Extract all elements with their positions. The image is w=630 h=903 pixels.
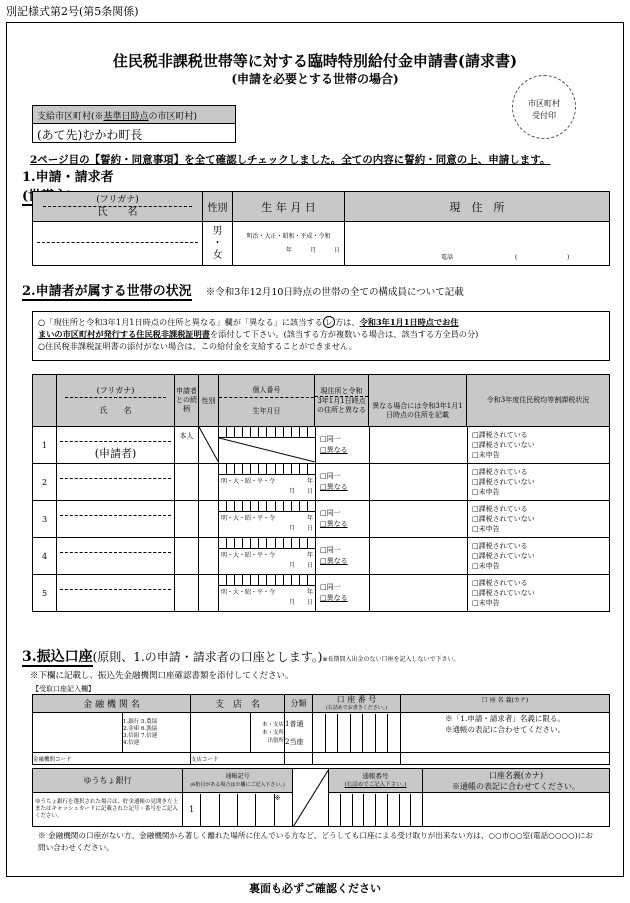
- tax-taxed[interactable]: □課税されている: [472, 542, 528, 550]
- municipality-note-link: 基準日時点: [103, 112, 149, 122]
- phone-label: 電話: [441, 254, 454, 261]
- sex-cell[interactable]: [203, 222, 233, 266]
- tax-taxed[interactable]: □課税されている: [472, 505, 528, 513]
- household-row: [33, 427, 610, 464]
- hh-id-label: 個人番号: [219, 383, 314, 398]
- type-header: 分類: [285, 695, 313, 713]
- hh-row-tax[interactable]: [468, 464, 610, 501]
- page-footer: 裏面も必ずご確認ください: [249, 882, 381, 895]
- hh-furigana-line: [60, 441, 171, 442]
- opt-same[interactable]: □同一: [320, 546, 341, 554]
- dob-cell[interactable]: [233, 222, 345, 266]
- section3-instruction: ※下欄に記載し、振込先金融機関口座確認書類を添付してください。: [30, 671, 294, 681]
- note1-c: を添付して下さい。(該当する方が複数いる場合は、該当する方全員の分): [209, 329, 479, 339]
- hh-name-label: 氏 名: [99, 406, 132, 415]
- hh-row-index: 3: [33, 501, 57, 538]
- yucho-one: 1: [183, 794, 201, 826]
- household-row: [33, 538, 610, 575]
- id-cells: [219, 501, 315, 512]
- sex-female: 女: [212, 249, 223, 261]
- hh-row-sex[interactable]: [199, 575, 219, 612]
- stamp-label-2: 受付印: [532, 111, 556, 120]
- section3-box-label: 【受取口座記入欄】: [32, 685, 95, 693]
- hh-row-relation[interactable]: 本人: [175, 427, 199, 464]
- dob-eras: 明治・大正・昭和・平成・令和: [246, 232, 331, 240]
- holder-cell[interactable]: [401, 713, 610, 753]
- hh-name-header: [57, 375, 175, 427]
- applicant-marker: (申請者): [94, 447, 137, 460]
- yucho-mark-cells: [183, 794, 292, 826]
- holder-note-1: ※「1.申請・請求者」名義に限る。: [445, 714, 565, 723]
- furigana-line: [37, 242, 198, 243]
- hh-dob: [219, 512, 315, 534]
- holder-note-2: ※通帳の表記に合わせてください。: [445, 725, 565, 734]
- municipality-label: 支給市区町村: [37, 112, 92, 122]
- bank-types: 1.銀行 5.農協 2.金庫 6.漁協 3.信組 7.信連 4.信連: [123, 713, 191, 753]
- hh-sex-header: 性別: [199, 375, 219, 427]
- bank-name-input[interactable]: [33, 713, 123, 753]
- type-current: 2当座: [285, 737, 304, 746]
- hh-month: 月: [288, 488, 295, 495]
- tax-taxed[interactable]: □課税されている: [472, 579, 528, 587]
- hh-row-id-dob[interactable]: [219, 501, 316, 538]
- hh-row-tax[interactable]: [468, 501, 610, 538]
- household-row: [33, 464, 610, 501]
- holder-header: 口 座 名 義(カナ): [401, 695, 610, 713]
- yucho-star: ※: [274, 793, 281, 802]
- tax-undeclared[interactable]: □未申告: [472, 599, 500, 607]
- hh-month: 月: [288, 599, 295, 606]
- tax-untaxed[interactable]: □課税されていない: [472, 478, 535, 486]
- hh-day: 日: [306, 525, 313, 532]
- self-slash: [199, 427, 219, 463]
- tax-untaxed[interactable]: □課税されていない: [472, 552, 535, 560]
- hh-row-addr-choice[interactable]: [316, 501, 370, 538]
- household-rows-table: [32, 426, 610, 612]
- hh-addr-diff-header: 異なる場合には令和3年1月1日時点の住所を記載: [369, 375, 467, 427]
- dob-day: 日: [333, 246, 340, 254]
- type-ordinary: 1普通: [285, 719, 304, 728]
- yucho-mark-label: 通帳記号: [225, 772, 250, 780]
- hh-row-name[interactable]: [57, 464, 175, 501]
- hh-eras: 明・大・昭・平・令: [221, 589, 276, 596]
- hh-row-relation[interactable]: [175, 464, 199, 501]
- section2-heading-row: [22, 280, 464, 299]
- opt-diff[interactable]: □異なる: [320, 520, 348, 528]
- hh-row-sex[interactable]: [199, 538, 219, 575]
- stamp-label-1: 市区町村: [528, 99, 560, 108]
- id-cells: [219, 427, 315, 438]
- hh-month: 月: [288, 525, 295, 532]
- section2-heading: 2.申請者が属する世帯の状況: [22, 284, 192, 299]
- dob-ymd: [233, 244, 344, 258]
- yucho-num-note: (右詰めでご記入下さい。): [344, 781, 407, 788]
- hh-day: 日: [306, 488, 313, 495]
- hh-furigana-line: [60, 478, 171, 479]
- note1-b: 方は、: [334, 317, 360, 327]
- bank-code[interactable]: 金融機関コード: [33, 753, 191, 765]
- branch-code[interactable]: 支店コード: [191, 753, 285, 765]
- tax-untaxed[interactable]: □課税されていない: [472, 441, 535, 449]
- applicant-name-header: [33, 192, 203, 222]
- note-2: ○住民税非課税証明書の添付がない場合は、この給付金を支給することができません。: [38, 341, 357, 351]
- hh-year: 年: [306, 552, 313, 559]
- hh-furigana-label: (フリガナ): [65, 384, 166, 398]
- sex-male: 男: [212, 225, 223, 237]
- hh-dob: [219, 549, 315, 571]
- hh-row-name[interactable]: [57, 575, 175, 612]
- note1-bold-1: 令和3年1月1日時点でお住: [359, 317, 459, 327]
- hh-id-header: [219, 375, 315, 427]
- dob-header: 生 年 月 日: [233, 192, 345, 222]
- section2-notes-box: [32, 311, 610, 361]
- hh-row-id-dob[interactable]: [219, 464, 316, 501]
- yucho-slash: [293, 769, 329, 827]
- account-label: 口 座 番 号: [336, 694, 377, 704]
- page-title: 住民税非課税世帯等に対する臨時特別給付金申請書(請求書): [112, 52, 518, 70]
- addressee[interactable]: (あて先)むかわ町長: [37, 128, 143, 142]
- hh-row-name[interactable]: [57, 501, 175, 538]
- hh-row-id-dob[interactable]: [219, 538, 316, 575]
- tax-taxed[interactable]: □課税されている: [472, 468, 528, 476]
- opt-same[interactable]: □同一: [320, 583, 341, 591]
- address-cell[interactable]: [345, 222, 610, 266]
- tax-undeclared[interactable]: □未申告: [472, 451, 500, 459]
- tax-undeclared[interactable]: □未申告: [472, 562, 500, 570]
- page-subtitle: (申請を必要とする世帯の場合): [231, 72, 399, 86]
- hh-dob: [219, 586, 315, 608]
- hh-row-index: 1: [33, 427, 57, 464]
- municipality-label-row: [33, 106, 235, 124]
- phone-close: ): [567, 254, 570, 261]
- dob-month: 月: [309, 246, 316, 254]
- yucho-slash-cell: [293, 769, 329, 827]
- household-row: [33, 501, 610, 538]
- yucho-holder-label: 口座名義(カナ): [488, 770, 544, 780]
- yucho-mark-input[interactable]: [183, 793, 293, 827]
- household-rows: [32, 426, 610, 612]
- yucho-holder-header: [423, 769, 610, 793]
- yucho-num-cells: [329, 794, 422, 826]
- hh-index-header: [33, 375, 57, 427]
- hh-row-tax[interactable]: [468, 575, 610, 612]
- section3-heading: 3.振込口座: [22, 649, 93, 665]
- address-header: 現 住 所: [345, 192, 610, 222]
- hh-row-addr-choice[interactable]: [316, 575, 370, 612]
- hh-row-index: 5: [33, 575, 57, 612]
- note1-a: ○「現住所と令和3年1月1日時点の住所と異なる」欄が「異なる」に該当する: [38, 317, 323, 327]
- id-cells: [219, 575, 315, 586]
- hh-eras: 明・大・昭・平・令: [221, 515, 276, 522]
- hh-day: 日: [306, 599, 313, 606]
- footer-note: ※ 金融機関の口座がない方、金融機関から著しく離れた場所に住んでいる方など、どうしても口座による受け取りが出来ない方は、○○市○○室(電話○○○○)にお問い合わせください。: [38, 831, 593, 852]
- tax-taxed[interactable]: □課税されている: [472, 431, 528, 439]
- furigana-label: (フリガナ): [43, 194, 192, 207]
- hh-row-name[interactable]: [57, 427, 175, 464]
- yucho-num-label: 通帳番号: [362, 771, 389, 780]
- opt-same[interactable]: □同一: [320, 472, 341, 480]
- branch-header: 支 店 名: [191, 695, 285, 713]
- hh-row-relation[interactable]: [175, 538, 199, 575]
- opt-same[interactable]: □同一: [320, 509, 341, 517]
- receipt-stamp: [512, 75, 576, 139]
- hh-addr-same: 3年1月1日時点の住所と異なる: [317, 396, 366, 414]
- hh-row-addr-choice[interactable]: [316, 538, 370, 575]
- id-cells: [219, 538, 315, 549]
- opt-diff[interactable]: □異なる: [320, 483, 348, 491]
- hh-addr-same-header: [315, 375, 369, 427]
- hh-row-prev-addr[interactable]: [370, 575, 468, 612]
- sex-header: 性別: [203, 192, 233, 222]
- section1-heading: 1.申請・請求者(世帯主): [22, 166, 132, 206]
- self-id-slash: [219, 438, 315, 462]
- hh-eras: 明・大・昭・平・令: [221, 478, 276, 485]
- opt-diff[interactable]: □異なる: [320, 446, 348, 454]
- household-table: [32, 374, 610, 427]
- yucho-mark-note: (6桁目がある場合は※欄にご記入下さい。): [190, 781, 285, 788]
- account-header: [313, 695, 401, 713]
- phone-open: (: [515, 254, 518, 261]
- hh-row-relation[interactable]: [175, 501, 199, 538]
- bank-table: [32, 694, 610, 765]
- hh-row-id-dob[interactable]: [219, 575, 316, 612]
- hh-row-tax[interactable]: [468, 538, 610, 575]
- hh-year: 年: [306, 515, 313, 522]
- hh-row-id-dob[interactable]: [219, 427, 316, 464]
- hh-dob-label: 生年月日: [252, 407, 281, 415]
- municipality-note-prefix: (※: [91, 112, 104, 122]
- hh-row-prev-addr[interactable]: [370, 538, 468, 575]
- hh-year: 年: [306, 589, 313, 596]
- opt-diff[interactable]: □異なる: [320, 557, 348, 565]
- yucho-holder-input[interactable]: [423, 793, 610, 827]
- opt-same[interactable]: □同一: [320, 435, 341, 443]
- hh-row-prev-addr[interactable]: [370, 427, 468, 464]
- hh-row-sex[interactable]: [199, 501, 219, 538]
- hh-row-tax[interactable]: [468, 427, 610, 464]
- yucho-table: [32, 768, 610, 827]
- hh-row-prev-addr[interactable]: [370, 501, 468, 538]
- hh-relation-header: 申請者との続柄: [175, 375, 199, 427]
- note-1: [38, 316, 604, 340]
- hh-addr-top: 現住所と令和: [315, 387, 368, 397]
- bank-header: 金 融 機 関 名: [33, 695, 191, 713]
- applicant-name-cell[interactable]: [33, 222, 203, 266]
- sex-dot: ・: [212, 237, 223, 249]
- hh-furigana-line: [60, 515, 171, 516]
- note1-bold-2: まいの市区町村が発行する住民税非課税証明書: [38, 329, 210, 339]
- hh-row-relation[interactable]: [175, 575, 199, 612]
- form-number: 別記様式第2号(第5条関係): [6, 5, 139, 18]
- hh-year: 年: [306, 478, 313, 485]
- dob-year: 年: [285, 246, 292, 254]
- section2-heading-note: ※令和3年12月10日時点の世帯の全ての構成員について記載: [205, 287, 464, 298]
- note1-check: レ: [324, 317, 333, 327]
- hh-row-name[interactable]: [57, 538, 175, 575]
- municipality-note-suffix: の市区町村): [148, 112, 198, 122]
- hh-row-prev-addr[interactable]: [370, 464, 468, 501]
- tax-undeclared[interactable]: □未申告: [472, 488, 500, 496]
- account-note: (右詰めでお書きください。): [325, 704, 388, 711]
- opt-diff[interactable]: □異なる: [320, 594, 348, 602]
- hh-day: 日: [306, 562, 313, 569]
- yucho-mark-header: [183, 769, 293, 793]
- yucho-header: ゆうちょ銀行: [33, 769, 183, 793]
- section3-heading-row: [22, 646, 460, 666]
- account-type[interactable]: [285, 713, 313, 753]
- yucho-num-header: [329, 769, 423, 793]
- hh-furigana-line: [60, 552, 171, 553]
- hh-row-addr-choice[interactable]: [316, 427, 370, 464]
- hh-eras: 明・大・昭・平・令: [221, 552, 276, 559]
- hh-row-addr-choice[interactable]: [316, 464, 370, 501]
- yucho-holder-note: ※通帳の表記に合わせてください。: [452, 781, 580, 791]
- yucho-num-input[interactable]: [329, 793, 423, 827]
- branch-name-input[interactable]: [191, 713, 251, 753]
- hh-row-sex[interactable]: [199, 464, 219, 501]
- tax-untaxed[interactable]: □課税されていない: [472, 589, 535, 597]
- tax-undeclared[interactable]: □未申告: [472, 525, 500, 533]
- hh-row-sex[interactable]: [199, 427, 219, 464]
- branch-types: 本・支店 本・支所 出張所: [251, 713, 285, 753]
- section3-heading-sub: (原則、1.の申請・請求者の口座とします。): [92, 650, 323, 664]
- account-number-input[interactable]: [313, 713, 401, 753]
- tax-untaxed[interactable]: □課税されていない: [472, 515, 535, 523]
- id-cells: [219, 464, 315, 475]
- section3-heading-note: ※長期間入出金のない口座を記入しないで下さい。: [322, 656, 460, 663]
- yucho-desc: ゆうちょ銀行を選択された場合は、貯金通帳の見開き左上またはキャッシュカードに記載された記号・番号をご記入ください。: [33, 793, 183, 827]
- hh-tax-header: 令和3年度住民税均等割課税状況: [467, 375, 610, 427]
- hh-row-index: 4: [33, 538, 57, 575]
- household-row: [33, 575, 610, 612]
- account-number-cells: [313, 714, 400, 752]
- applicant-table: [32, 191, 610, 266]
- pledge-statement: 2ページ目の【誓約・同意事項】を全て確認しチェックしました。全ての内容に誓約・同意の上、申請します。: [30, 154, 551, 166]
- hh-dob: [219, 475, 315, 497]
- hh-month: 月: [288, 562, 295, 569]
- hh-furigana-line: [60, 589, 171, 590]
- name-label: 氏 名: [97, 207, 138, 218]
- hh-row-index: 2: [33, 464, 57, 501]
- municipality-box: [32, 105, 236, 143]
